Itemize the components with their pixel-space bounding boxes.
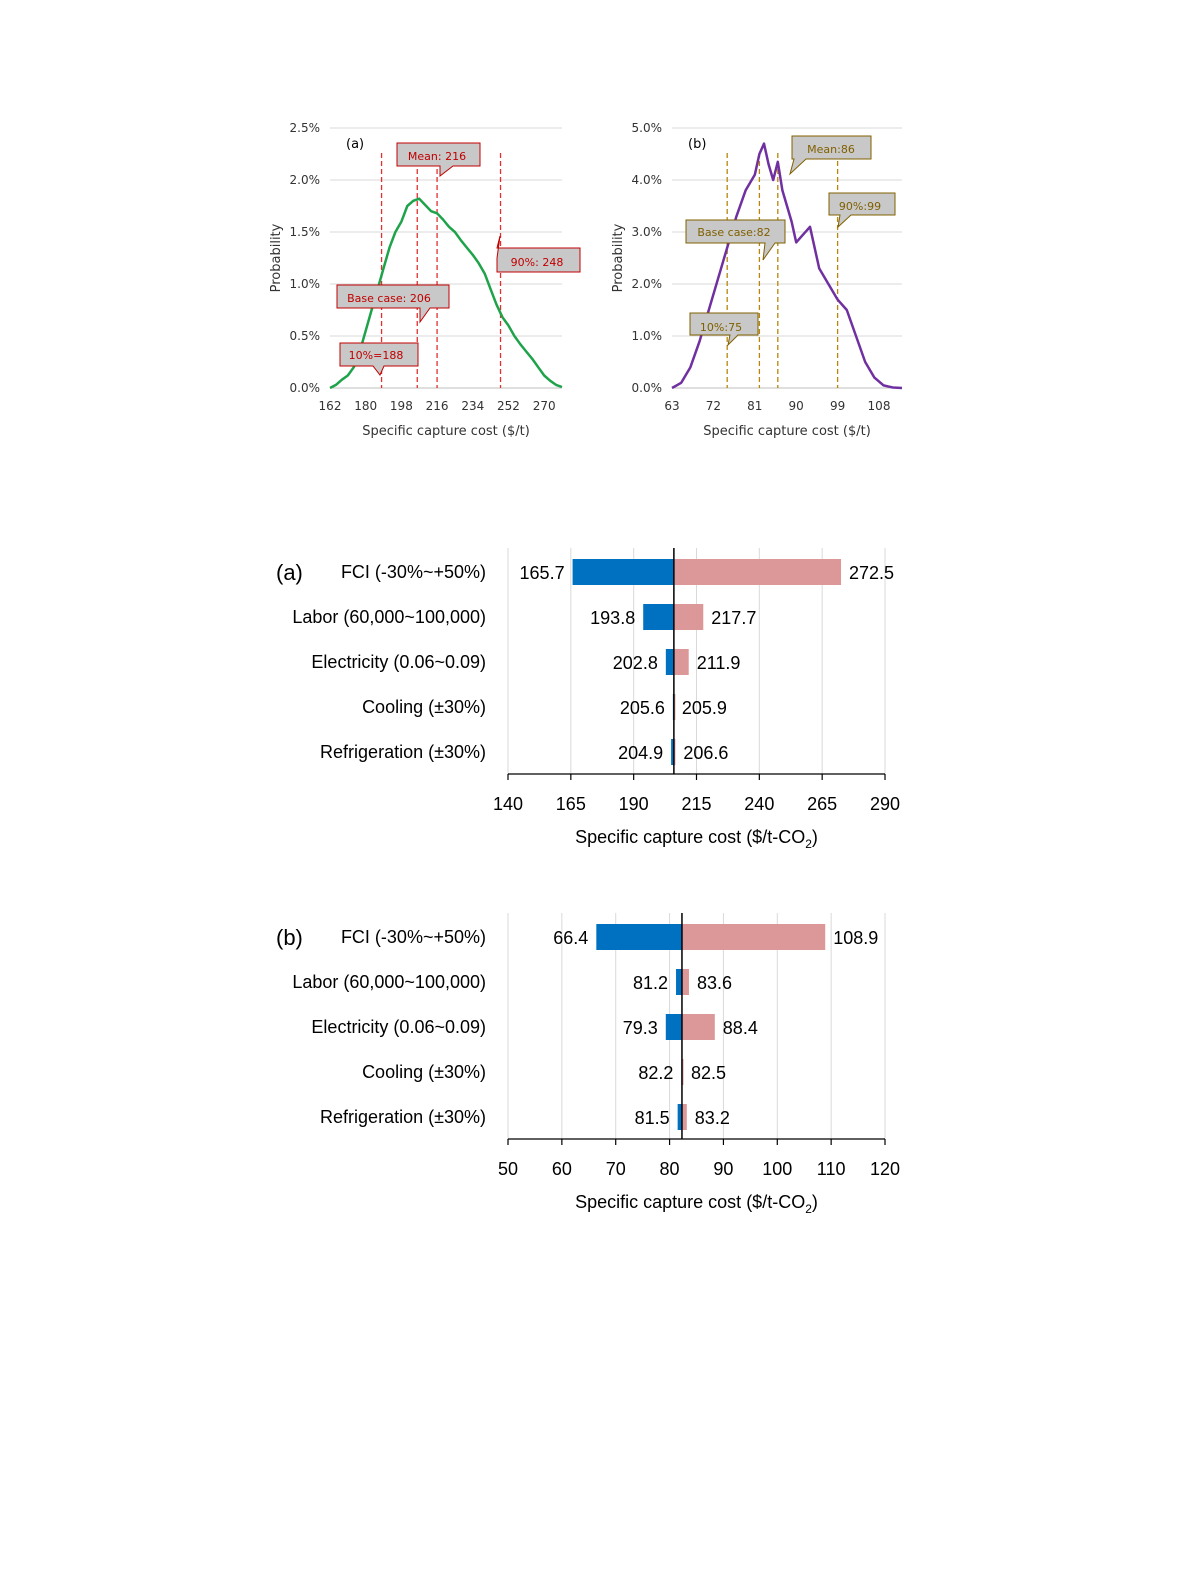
bar-low <box>666 1014 682 1040</box>
bar-high <box>674 604 703 630</box>
x-tick-label: 81 <box>747 399 763 413</box>
low-value-label: 205.6 <box>619 698 665 718</box>
bar-high <box>674 649 689 675</box>
callout-label: 90%:99 <box>838 200 882 213</box>
x-tick-label: 240 <box>744 794 775 814</box>
category-label: FCI (-30%~+50%) <box>340 927 486 947</box>
callout <box>790 136 871 174</box>
callout <box>397 143 480 176</box>
panel-label: (a) <box>276 560 303 585</box>
x-tick-label: 70 <box>605 1159 626 1179</box>
x-axis-title-end: ) <box>811 1192 818 1212</box>
bar-low <box>666 649 674 675</box>
panel-label: (b) <box>688 137 707 152</box>
x-tick-label: 63 <box>664 399 680 413</box>
x-tick-label: 290 <box>869 794 901 814</box>
callout <box>497 236 580 272</box>
x-tick-label: 190 <box>618 794 649 814</box>
y-tick-label: 2.0% <box>631 277 662 291</box>
x-tick-label: 108 <box>867 399 891 413</box>
low-value-label: 79.3 <box>622 1018 658 1038</box>
category-label: Cooling (±30%) <box>362 697 486 717</box>
tornado-chart-2 <box>276 548 900 851</box>
panel-label: (a) <box>346 137 365 152</box>
category-label: Labor (60,000~100,000) <box>292 972 486 992</box>
callout <box>686 220 785 260</box>
y-tick-label: 1.0% <box>631 329 662 343</box>
x-tick-label: 165 <box>555 794 586 814</box>
x-tick-label: 140 <box>492 794 524 814</box>
bar-high <box>682 969 689 995</box>
category-label: Electricity (0.06~0.09) <box>311 652 486 672</box>
category-label: Refrigeration (±30%) <box>320 1107 486 1127</box>
x-tick-label: 50 <box>497 1159 519 1179</box>
x-tick-label: 265 <box>807 794 838 814</box>
x-tick-label: 180 <box>354 399 378 413</box>
high-value-label: 82.5 <box>691 1063 727 1083</box>
x-axis-title-end: ) <box>811 827 818 847</box>
x-tick-label: 252 <box>497 399 520 413</box>
category-label: FCI (-30%~+50%) <box>340 562 486 582</box>
low-value-label: 81.2 <box>632 973 669 993</box>
bar-high <box>682 1014 715 1040</box>
y-tick-label: 4.0% <box>631 173 662 187</box>
category-label: Refrigeration (±30%) <box>320 742 486 762</box>
x-tick-label: 60 <box>551 1159 572 1179</box>
high-value-label: 272.5 <box>849 563 895 583</box>
x-tick-label: 72 <box>705 399 722 413</box>
high-value-label: 217.7 <box>711 608 757 628</box>
bar-high <box>682 924 825 950</box>
x-axis-title-subscript: 2 <box>805 1202 812 1216</box>
callout-label: Mean:86 <box>807 143 855 156</box>
low-value-label: 165.7 <box>519 563 565 583</box>
low-value-label: 66.4 <box>553 928 589 948</box>
y-tick-label: 0.5% <box>289 329 320 343</box>
x-tick-label: 90 <box>713 1159 734 1179</box>
x-tick-label: 198 <box>389 399 413 413</box>
high-value-label: 205.9 <box>681 698 727 718</box>
callout-label: 10%=188 <box>348 349 404 362</box>
callout <box>337 285 449 322</box>
x-axis-title-main: Specific capture cost ($/t-CO <box>575 827 806 847</box>
high-value-label: 108.9 <box>833 928 879 948</box>
bar-low <box>643 604 674 630</box>
y-tick-label: 0.0% <box>631 381 662 395</box>
x-tick-label: 99 <box>829 399 846 413</box>
x-axis-title-main: Specific capture cost ($/t-CO <box>575 1192 806 1212</box>
y-tick-label: 1.0% <box>289 277 320 291</box>
x-tick-label: 234 <box>461 399 485 413</box>
low-value-label: 81.5 <box>634 1108 670 1128</box>
panel-label: (b) <box>276 925 303 950</box>
category-label: Cooling (±30%) <box>362 1062 486 1082</box>
callout-label: 10%:75 <box>699 321 743 334</box>
x-tick-label: 110 <box>816 1159 846 1179</box>
bar-high <box>674 559 841 585</box>
x-tick-label: 215 <box>681 794 712 814</box>
y-tick-label: 2.5% <box>289 121 320 135</box>
x-tick-label: 120 <box>869 1159 901 1179</box>
bar-low <box>596 924 682 950</box>
high-value-label: 83.2 <box>694 1108 730 1128</box>
callout-label: Base case: 206 <box>347 292 431 305</box>
x-axis-title: Specific capture cost ($/t) <box>703 424 871 439</box>
y-tick-label: 3.0% <box>631 225 662 239</box>
high-value-label: 88.4 <box>722 1018 758 1038</box>
tornado-chart-3 <box>276 913 900 1216</box>
x-tick-label: 270 <box>532 399 556 413</box>
x-axis-title-subscript: 2 <box>805 837 812 851</box>
x-axis-title <box>575 827 818 851</box>
high-value-label: 83.6 <box>696 973 733 993</box>
low-value-label: 204.9 <box>618 743 664 763</box>
high-value-label: 211.9 <box>696 653 741 673</box>
bar-low <box>573 559 674 585</box>
callout-label: Mean: 216 <box>407 150 467 163</box>
y-axis-title: Probability <box>269 223 284 293</box>
callout <box>829 193 895 227</box>
distribution-chart-0 <box>269 121 580 439</box>
y-tick-label: 1.5% <box>289 225 320 239</box>
callout-label: 90%: 248 <box>510 256 564 269</box>
y-tick-label: 0.0% <box>289 381 320 395</box>
category-label: Labor (60,000~100,000) <box>292 607 486 627</box>
high-value-label: 206.6 <box>683 743 729 763</box>
y-axis-title: Probability <box>611 223 626 293</box>
y-tick-label: 2.0% <box>289 173 320 187</box>
x-tick-label: 100 <box>762 1159 793 1179</box>
x-tick-label: 80 <box>659 1159 680 1179</box>
low-value-label: 202.8 <box>612 653 658 673</box>
y-tick-label: 5.0% <box>631 121 662 135</box>
x-tick-label: 216 <box>425 399 449 413</box>
x-axis-title: Specific capture cost ($/t) <box>362 424 530 439</box>
bar-low <box>676 969 682 995</box>
x-axis-title <box>575 1192 818 1216</box>
low-value-label: 82.2 <box>638 1063 674 1083</box>
callout-label: Base case:82 <box>697 226 771 239</box>
distribution-chart-1 <box>611 121 902 439</box>
x-tick-label: 162 <box>318 399 342 413</box>
low-value-label: 193.8 <box>590 608 636 628</box>
x-tick-label: 90 <box>788 399 804 413</box>
category-label: Electricity (0.06~0.09) <box>311 1017 486 1037</box>
